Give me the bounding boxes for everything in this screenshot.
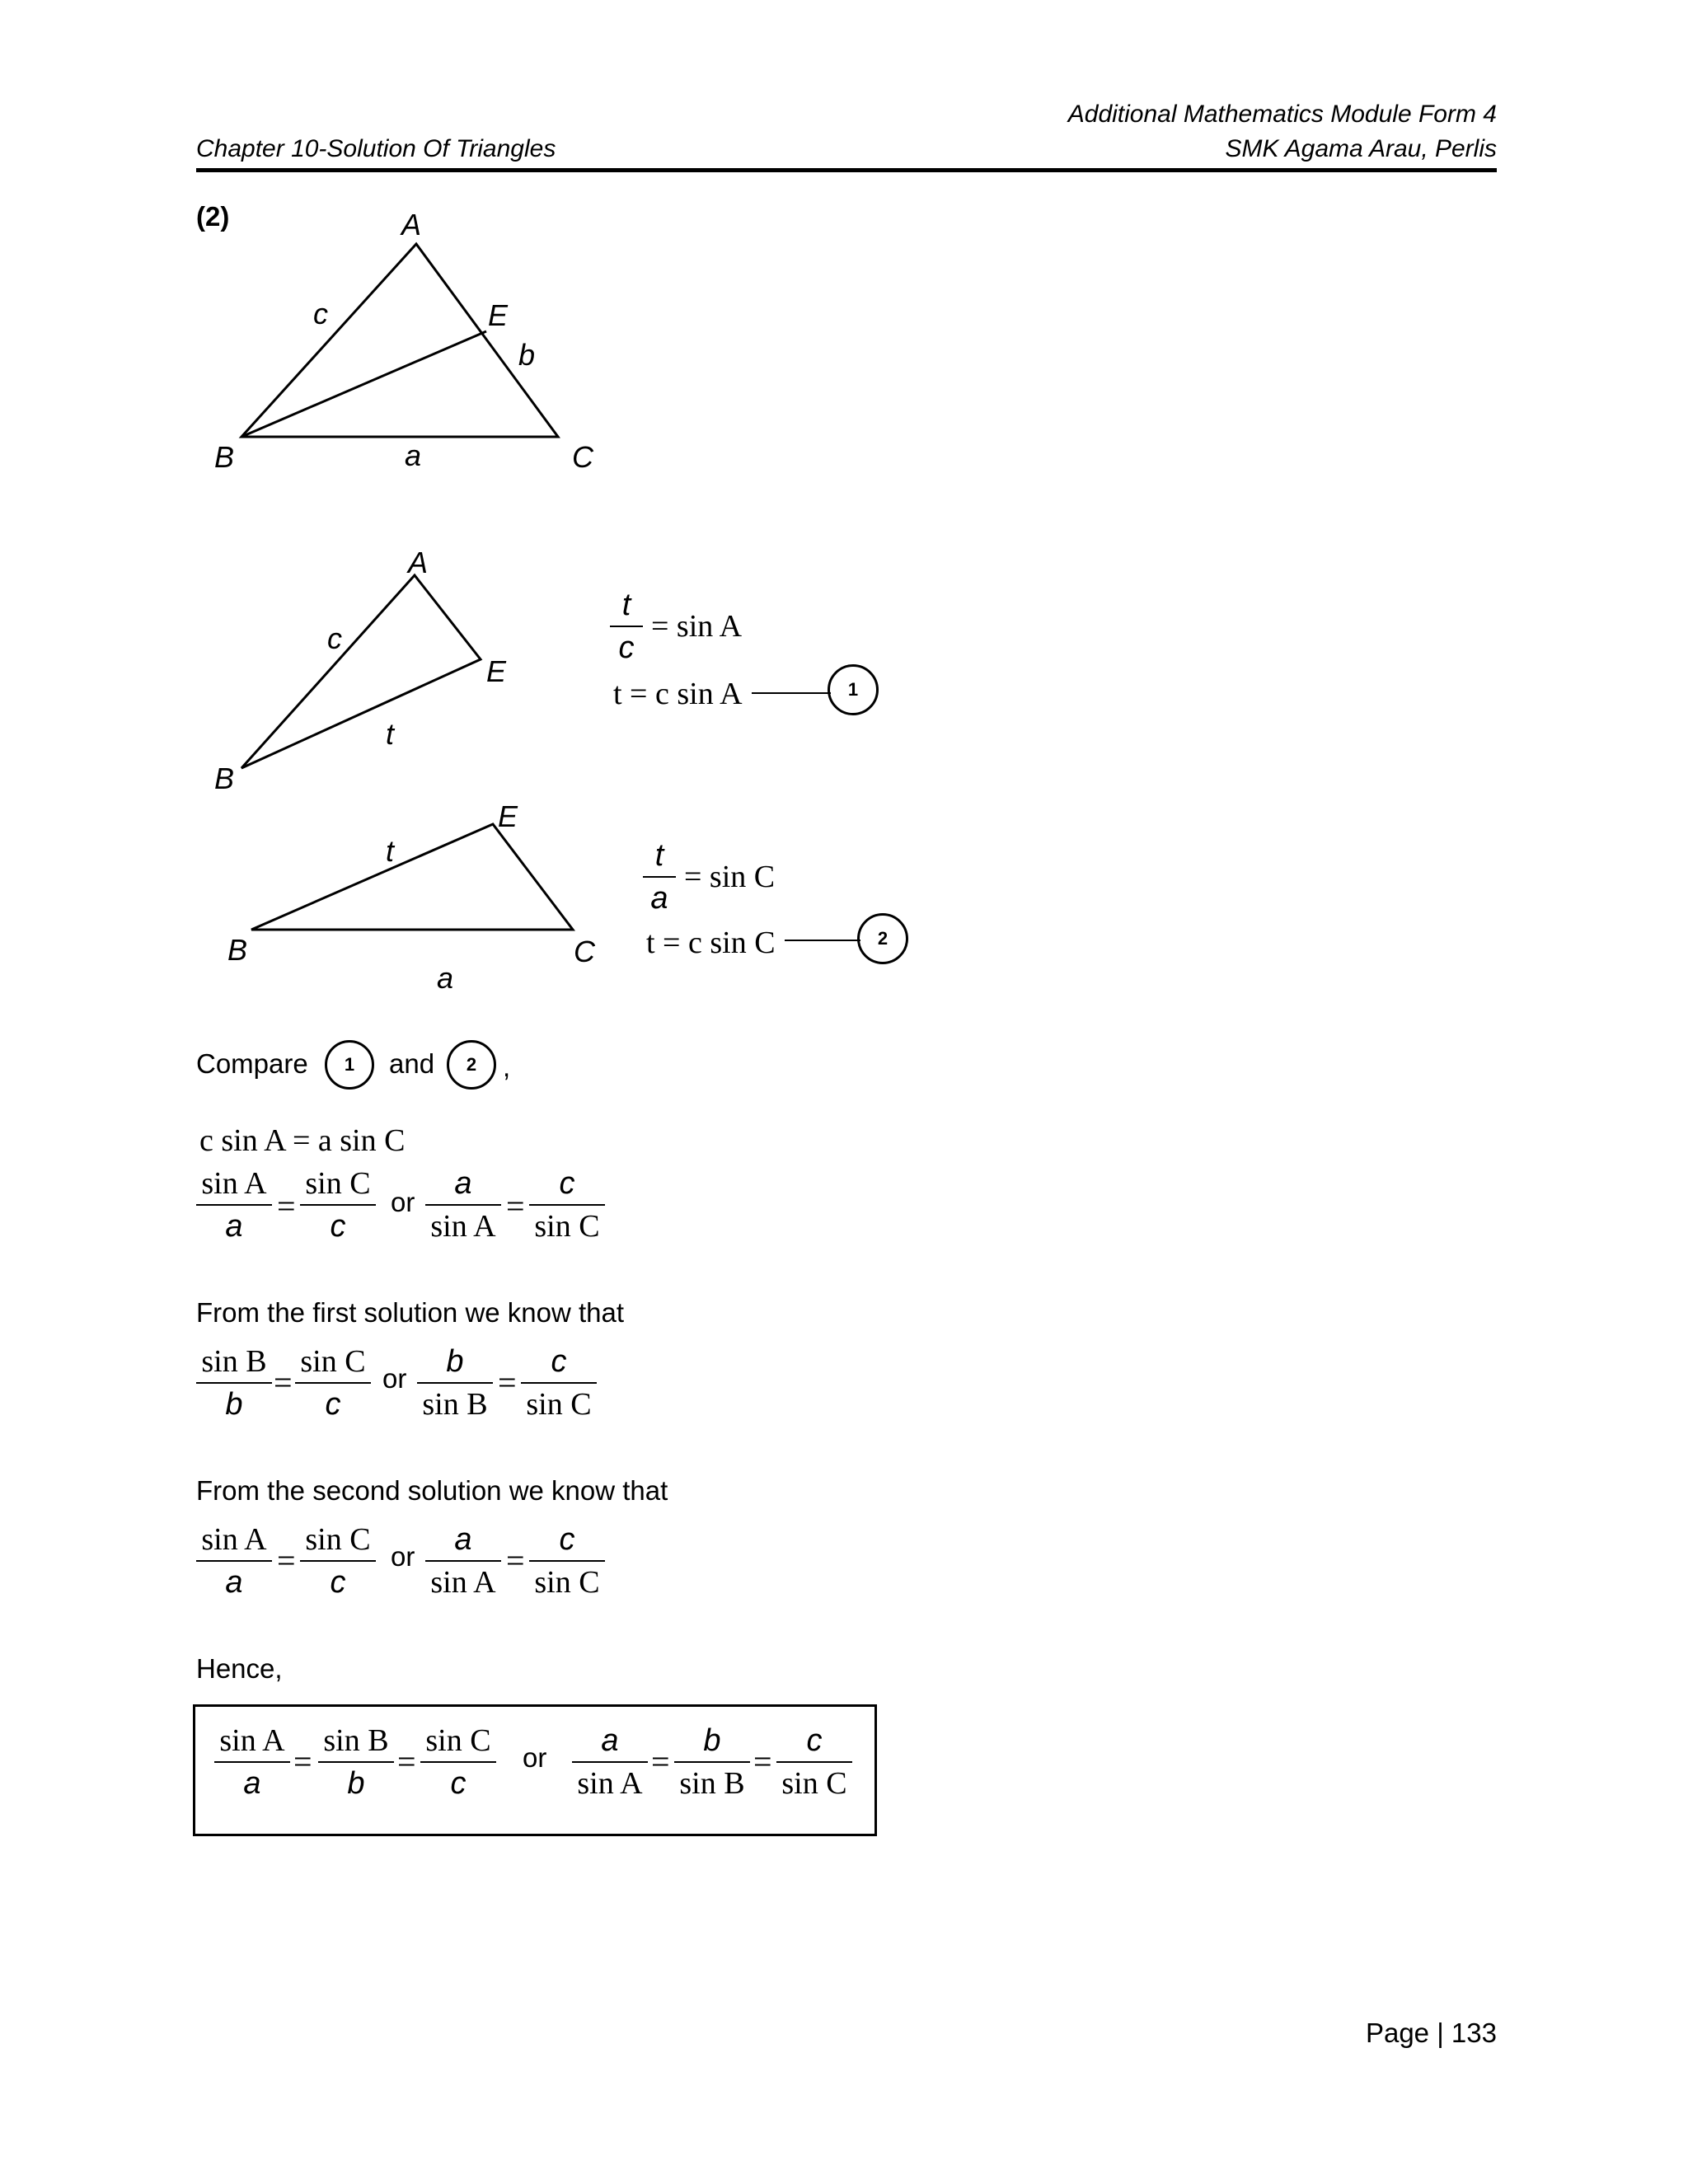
final-eq2: = xyxy=(397,1743,416,1780)
compare-and: and xyxy=(389,1048,435,1079)
final-eq4: = xyxy=(753,1743,772,1780)
r1-frac4-bar xyxy=(529,1204,605,1206)
r3-frac4-den: sin C xyxy=(534,1565,600,1600)
r2-eq1: = xyxy=(274,1364,293,1401)
r1-or: or xyxy=(391,1187,415,1217)
page-number: Page | 133 xyxy=(1365,2018,1497,2048)
r2-frac3-bar xyxy=(417,1382,493,1384)
r1-frac3 xyxy=(425,1165,501,1244)
eq2-fraction xyxy=(643,837,676,916)
final-eq1: = xyxy=(293,1743,312,1780)
eq1-rhs: = sin A xyxy=(651,609,743,644)
eq1-numerator: t xyxy=(621,588,631,622)
chapter-title: Chapter 10-Solution Of Triangles xyxy=(196,135,556,162)
final-frac2-bar xyxy=(318,1761,394,1763)
fig2-side-t: t xyxy=(386,717,395,751)
fig2-side-c: c xyxy=(327,621,342,655)
r2-frac2-num: sin C xyxy=(300,1344,366,1379)
r3-frac2 xyxy=(300,1521,376,1601)
fig3-vertex-c: C xyxy=(574,935,595,968)
r1-frac2 xyxy=(300,1165,376,1244)
final-frac5-bar xyxy=(674,1761,750,1763)
module-title: Additional Mathematics Module Form 4 xyxy=(1067,101,1497,128)
marker-2-circle: 2 xyxy=(857,913,908,964)
compare-word: Compare xyxy=(196,1048,308,1079)
r3-frac1-num: sin A xyxy=(201,1522,267,1557)
final-frac6-bar xyxy=(776,1761,852,1763)
r2-frac1-num: sin B xyxy=(201,1344,267,1379)
eq2-leader xyxy=(785,940,860,941)
final-frac1 xyxy=(214,1722,290,1802)
eq2-denominator: a xyxy=(650,881,668,916)
r3-or: or xyxy=(391,1541,415,1572)
result-line: c sin A = a sin C xyxy=(199,1123,406,1158)
eq1-bar xyxy=(610,626,643,627)
eq2-numerator: t xyxy=(654,838,664,873)
r2-or: or xyxy=(382,1363,407,1394)
r1-frac1-den: a xyxy=(225,1209,243,1244)
section-label: (2) xyxy=(196,201,230,232)
r1-frac1 xyxy=(196,1165,272,1244)
fig1-vertex-c: C xyxy=(572,440,593,474)
fig1-side-c: c xyxy=(313,297,328,330)
r2-frac4-num: c xyxy=(551,1344,567,1379)
final-frac1-num: sin A xyxy=(219,1723,285,1758)
fig3-side-t: t xyxy=(386,834,395,868)
r1-frac3-bar xyxy=(425,1204,501,1206)
fig2-vertex-a: A xyxy=(408,546,429,579)
final-or: or xyxy=(523,1742,547,1773)
r3-frac1-den: a xyxy=(225,1565,243,1600)
fig1-side-b: b xyxy=(518,338,536,372)
final-frac5-num: b xyxy=(703,1723,721,1758)
r1-frac4-den: sin C xyxy=(534,1209,600,1244)
fig3-vertex-b: B xyxy=(227,933,248,967)
final-frac6-den: sin C xyxy=(781,1766,847,1801)
r3-eq2: = xyxy=(506,1542,525,1579)
final-frac3 xyxy=(420,1722,496,1802)
final-frac5 xyxy=(674,1722,750,1802)
r1-frac4 xyxy=(529,1165,605,1244)
r2-eq2: = xyxy=(498,1364,517,1401)
final-frac6 xyxy=(776,1722,852,1802)
fig3-side-a: a xyxy=(437,961,454,995)
eq1-fraction xyxy=(610,587,643,666)
r2-frac4-bar xyxy=(521,1382,597,1384)
r3-frac1 xyxy=(196,1521,272,1601)
r2-frac3-den: sin B xyxy=(422,1387,488,1422)
eq1-denominator: c xyxy=(618,630,635,665)
r3-frac3 xyxy=(425,1521,501,1601)
final-frac6-num: c xyxy=(806,1723,823,1758)
r1-frac2-den: c xyxy=(330,1209,346,1244)
r2-frac1-bar xyxy=(196,1382,272,1384)
r1-frac2-num: sin C xyxy=(305,1166,371,1201)
fig2-vertex-b: B xyxy=(214,762,235,795)
final-frac4-num: a xyxy=(601,1723,619,1758)
final-frac3-bar xyxy=(420,1761,496,1763)
final-frac4-bar xyxy=(572,1761,648,1763)
r2-frac2 xyxy=(295,1343,371,1422)
r2-frac1-den: b xyxy=(225,1387,243,1422)
compare-comma: , xyxy=(503,1052,511,1082)
compare-marker-1: 1 xyxy=(325,1040,374,1090)
r2-frac3-num: b xyxy=(446,1344,464,1379)
r3-frac2-den: c xyxy=(330,1565,346,1600)
r3-frac4-num: c xyxy=(559,1522,575,1557)
final-frac2-den: b xyxy=(347,1766,365,1801)
eq1-leader xyxy=(752,692,831,694)
r2-frac4 xyxy=(521,1343,597,1422)
final-eq3: = xyxy=(651,1743,670,1780)
final-frac1-den: a xyxy=(243,1766,261,1801)
compare-marker-2: 2 xyxy=(447,1040,496,1090)
r2-frac4-den: sin C xyxy=(526,1387,592,1422)
r3-frac2-bar xyxy=(300,1560,376,1562)
r3-frac2-num: sin C xyxy=(305,1522,371,1557)
final-frac4-den: sin A xyxy=(577,1766,643,1801)
final-frac4 xyxy=(572,1722,648,1802)
eq2-rhs: = sin C xyxy=(684,860,776,894)
final-frac1-bar xyxy=(214,1761,290,1763)
fig2-point-e: E xyxy=(486,654,507,688)
r2-frac2-den: c xyxy=(325,1387,341,1422)
r1-frac1-num: sin A xyxy=(201,1166,267,1201)
final-frac3-den: c xyxy=(450,1766,467,1801)
eq2-line2: t = c sin C xyxy=(646,926,776,960)
r3-frac3-den: sin A xyxy=(430,1565,496,1600)
r1-eq2: = xyxy=(506,1188,525,1225)
r3-frac4-bar xyxy=(529,1560,605,1562)
text-first-solution: From the first solution we know that xyxy=(196,1297,625,1328)
fig1-side-a: a xyxy=(405,438,422,472)
text-hence: Hence, xyxy=(196,1653,283,1684)
r2-frac3 xyxy=(417,1343,493,1422)
fig1-vertex-a: A xyxy=(401,208,422,241)
r2-frac1 xyxy=(196,1343,272,1422)
r1-frac1-bar xyxy=(196,1204,272,1206)
r3-frac3-bar xyxy=(425,1560,501,1562)
r2-frac2-bar xyxy=(295,1382,371,1384)
fig1-point-e: E xyxy=(488,298,509,332)
marker-1-circle: 1 xyxy=(828,664,879,715)
final-frac5-den: sin B xyxy=(679,1766,745,1801)
r3-eq1: = xyxy=(277,1542,296,1579)
fig1-vertex-b: B xyxy=(214,440,235,474)
final-frac2 xyxy=(318,1722,394,1802)
r1-frac4-num: c xyxy=(559,1166,575,1201)
final-frac3-num: sin C xyxy=(425,1723,491,1758)
r3-frac3-num: a xyxy=(454,1522,472,1557)
school-name: SMK Agama Arau, Perlis xyxy=(1225,135,1497,162)
text-second-solution: From the second solution we know that xyxy=(196,1475,668,1506)
r3-frac4 xyxy=(529,1521,605,1601)
r1-frac3-num: a xyxy=(454,1166,472,1201)
eq1-line2: t = c sin A xyxy=(613,677,743,711)
r1-frac3-den: sin A xyxy=(430,1209,496,1244)
r1-eq1: = xyxy=(277,1188,296,1225)
eq2-bar xyxy=(643,876,676,878)
fig3-point-e: E xyxy=(498,799,518,833)
r3-frac1-bar xyxy=(196,1560,272,1562)
r1-frac2-bar xyxy=(300,1204,376,1206)
triangle-abc-figure xyxy=(0,0,907,989)
final-frac2-num: sin B xyxy=(323,1723,389,1758)
